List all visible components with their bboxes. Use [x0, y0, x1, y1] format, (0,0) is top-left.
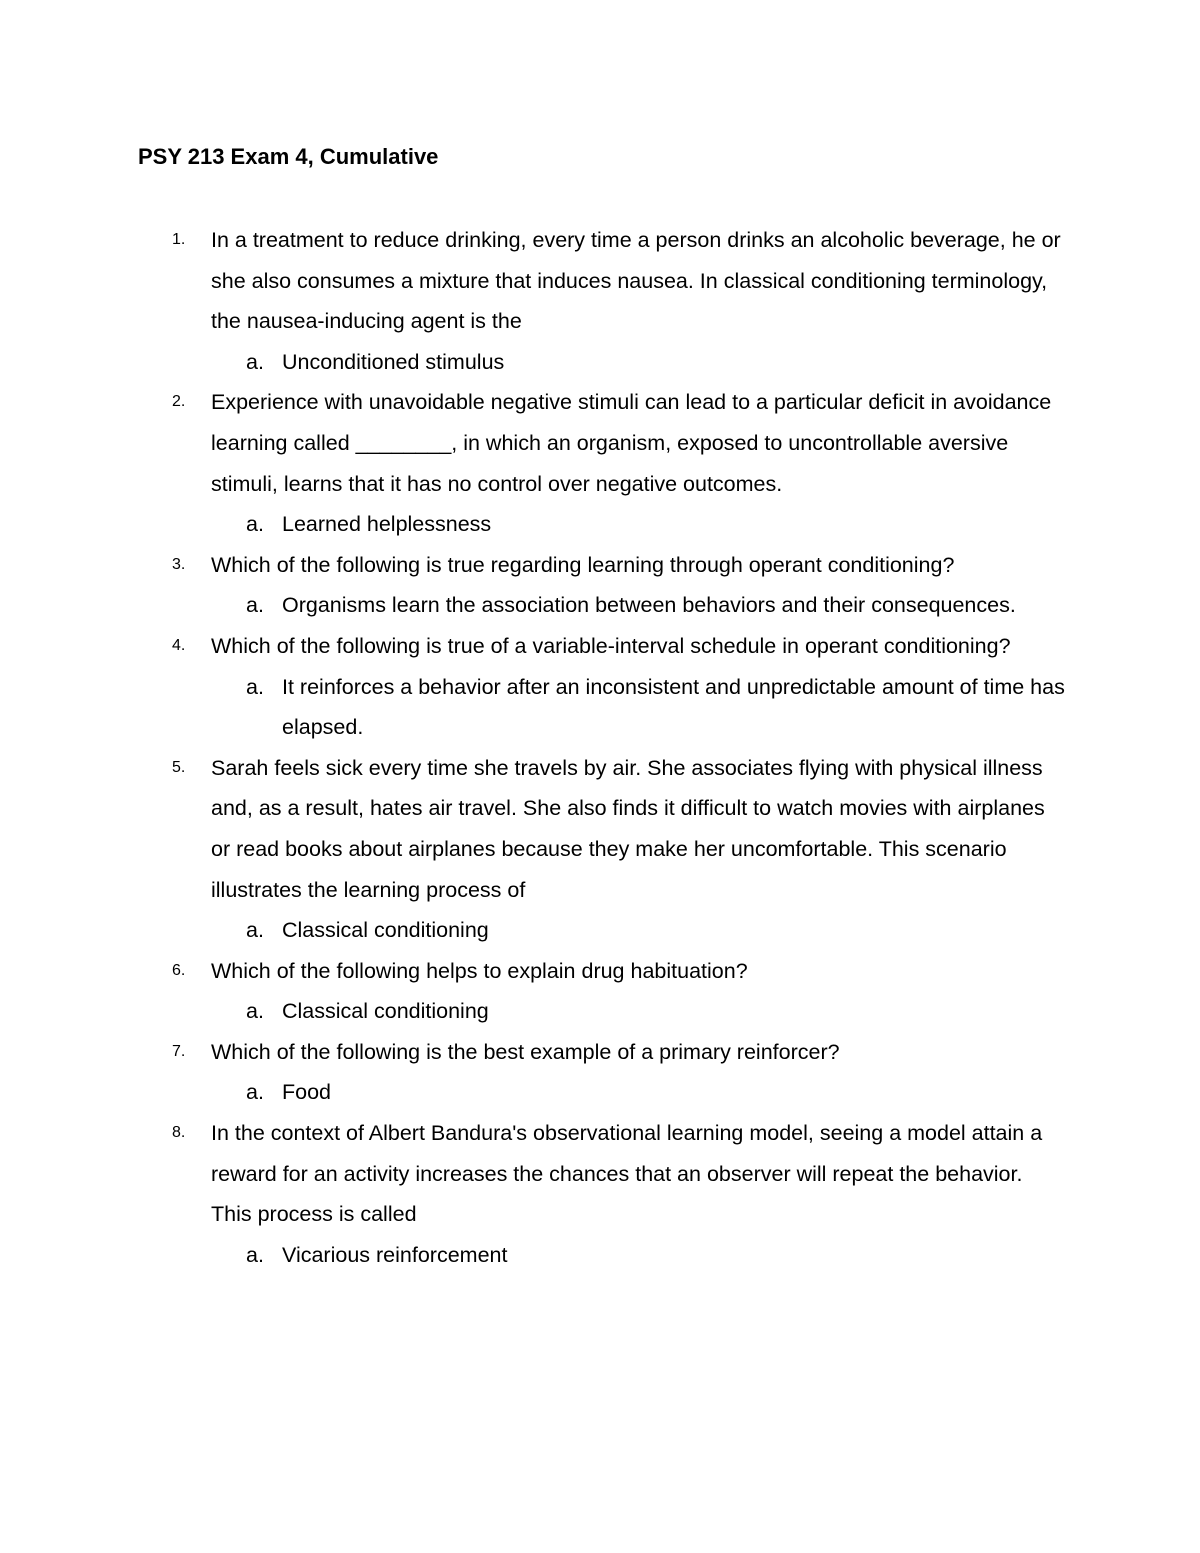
answer-text: Organisms learn the association between behaviors and their consequences.	[282, 593, 1016, 618]
answer-item	[0, 1072, 1200, 1113]
answer-label: a.	[246, 349, 264, 374]
answer-item	[0, 342, 1200, 383]
answer-item	[0, 585, 1200, 626]
question-text: Experience with unavoidable negative stimuli can lead to a particular deficit in avoidance learning called ________, in which an organism, exposed to uncontrollable aversive stimuli, learns that it has no control over negative outcomes.	[211, 390, 1052, 496]
question-text: Which of the following helps to explain drug habituation?	[211, 958, 748, 983]
question-number: 4.	[172, 636, 186, 654]
answer-label: a.	[246, 999, 264, 1024]
question-item	[0, 220, 1200, 382]
question-item	[0, 951, 1200, 1032]
question-text: Which of the following is true regarding learning through operant conditioning?	[211, 552, 955, 577]
answer-text: Classical conditioning	[282, 918, 489, 943]
question-text: Which of the following is the best example of a primary reinforcer?	[211, 1039, 840, 1064]
document-title: PSY 213 Exam 4, Cumulative	[138, 144, 439, 169]
answer-label: a.	[246, 674, 264, 699]
question-text: In the context of Albert Bandura's observational learning model, seeing a model attain a reward for an activity increases the chances that an observer will repeat the behavior. This process is called	[211, 1121, 1043, 1227]
question-item	[0, 1113, 1200, 1275]
answer-label: a.	[246, 918, 264, 943]
question-item	[0, 626, 1200, 748]
answer-text: Food	[282, 1080, 332, 1105]
answer-item	[0, 991, 1200, 1032]
question-number: 7.	[172, 1042, 186, 1060]
question-number: 6.	[172, 961, 186, 979]
question-number: 8.	[172, 1124, 186, 1142]
question-item	[0, 545, 1200, 626]
answer-item	[0, 504, 1200, 545]
question-number: 5.	[172, 758, 186, 776]
question-item	[0, 382, 1200, 544]
question-list	[0, 220, 1200, 1275]
question-number: 3.	[172, 555, 186, 573]
question-number: 2.	[172, 393, 186, 411]
answer-text: Unconditioned stimulus	[282, 349, 505, 374]
question-text: In a treatment to reduce drinking, every time a person drinks an alcoholic beverage, he or she also consumes a mixture that induces nausea. In classical conditioning terminology, the nausea-inducing agent is the	[211, 228, 1061, 334]
answer-item	[0, 1235, 1200, 1276]
question-text: Sarah feels sick every time she travels by air. She associates flying with physical illness and, as a result, hates air travel. She also finds it difficult to watch movies with airplanes or read books about airplanes because they make her uncomfortable. This scenario illustrates the learning process of	[211, 755, 1045, 902]
answer-text: It reinforces a behavior after an inconsistent and unpredictable amount of time has elapsed.	[282, 674, 1065, 740]
answer-item	[0, 910, 1200, 951]
question-number: 1.	[172, 231, 186, 248]
answer-label: a.	[246, 512, 264, 537]
answer-item	[0, 667, 1200, 748]
answer-text: Vicarious reinforcement	[282, 1242, 508, 1267]
answer-label: a.	[246, 593, 264, 618]
question-text: Which of the following is true of a variable-interval schedule in operant conditioning?	[211, 633, 1011, 658]
answer-label: a.	[246, 1242, 264, 1267]
question-item	[0, 748, 1200, 951]
answer-label: a.	[246, 1080, 264, 1105]
question-item	[0, 1032, 1200, 1113]
answer-text: Learned helplessness	[282, 512, 492, 537]
answer-text: Classical conditioning	[282, 999, 489, 1024]
